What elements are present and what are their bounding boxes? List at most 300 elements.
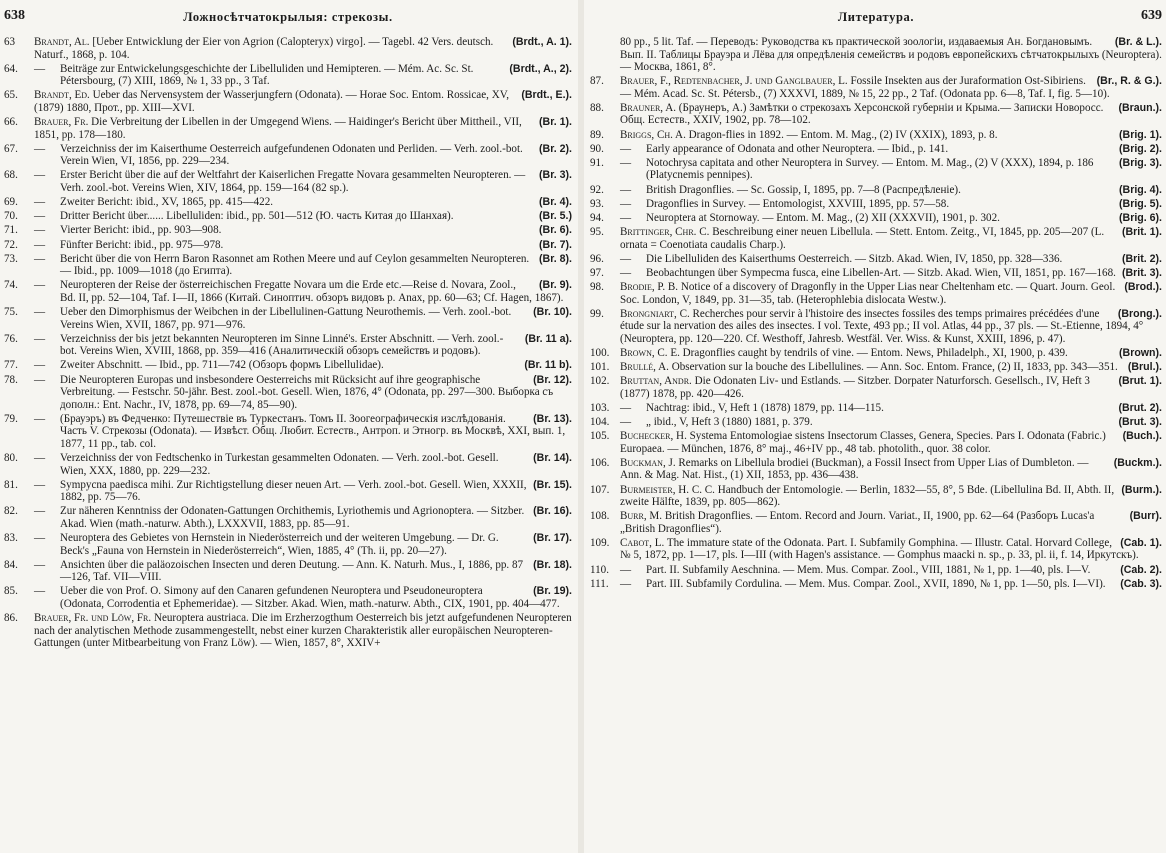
entry-text: Beschreibung einer neuen Libellula. — Stett. Entom. Zeitg., VI, 1845, pp. 205—207 (L. ornata = Coenotiata caudalis Charp.). <box>620 226 1105 251</box>
entry-number: 89. <box>590 128 604 141</box>
entry-text: Remarks on Libellula brodiei (Buckman), a Fossil Insect from Upper Lias of Dumbleton. — Ann. & Mag. Nat. Hist., (1) XII, 1853, pp. 436—438. <box>620 456 1089 482</box>
entry-text: Verzeichniss der von Fedtschenko in Turkestan gesammelten Odonaten. — Verh. zool.-bot. Gesell. Wien, XXX, 1880, pp. 229—232. <box>60 452 499 477</box>
abbreviation-code: (Br. 5.) <box>539 210 572 223</box>
abbreviation-code: (Brut. 3). <box>1118 416 1162 428</box>
entry-author: Brauner, A. <box>620 101 677 114</box>
bibliography-entry <box>590 416 1162 429</box>
entry-text: Beobachtungen über Sympecma fusca, eine Libellen-Art. — Sitzb. Akad. Wien, VII, 1851, pp. 167—168. <box>646 266 1116 279</box>
entry-number: 108. <box>590 510 610 523</box>
abbreviation-code: (Br. 9). <box>539 279 572 292</box>
entry-body <box>620 430 1162 455</box>
entry-body <box>620 510 1162 535</box>
abbreviation-code: (Brod.). <box>1124 280 1162 293</box>
abbreviation-code: (Br. 11 b). <box>524 359 572 372</box>
abbreviation-code: (Br. 11 a). <box>524 332 572 345</box>
abbreviation-code: (Br. 12). <box>533 373 572 386</box>
entry-body <box>620 198 1162 211</box>
entry-body <box>34 374 572 412</box>
entry-number: 97. <box>590 266 604 279</box>
entry-text: Notochrysa capitata and other Neuroptera in Survey. — Entom. M. Mag., (2) V (XXX), 1894, p. 186 (Platycnemis pennipes). <box>646 156 1094 182</box>
entry-body <box>34 224 572 237</box>
entry-body <box>620 307 1162 345</box>
entry-text: British Dragonflies. — Entom. Record and Journ. Variat., II, 1900, pp. 62—64 (Разборъ Lucas'a „British Dragonflies“). <box>620 510 1095 535</box>
abbreviation-code: (Br. 16). <box>533 505 572 518</box>
entry-number: 80. <box>4 452 18 465</box>
entry-author: Brongniart, C. <box>620 307 690 320</box>
entry-body <box>34 210 572 223</box>
entry-number: 82. <box>4 505 18 518</box>
entry-body <box>34 89 572 114</box>
entry-author: Burmeister, H. C. C. <box>620 483 715 496</box>
entry-text: Notice of a discovery of Dragonfly in the Upper Lias near Cheltenham etc. — Quart. Journ. Geol. Soc. London, V, 1849, pp. 31—35, tab. (Heterophlebia dislocata Westw.). <box>620 280 1116 306</box>
entry-number: 109. <box>590 536 610 549</box>
ditto-dash: — <box>620 416 632 428</box>
entry-number: 95. <box>590 226 604 238</box>
entry-author: Buchecker, H. <box>620 430 687 443</box>
entry-number: 99. <box>590 307 604 320</box>
abbreviation-code: (Brit. 2). <box>1121 252 1162 265</box>
entry-text: British Dragonflies. — Sc. Gossip, I, 1895, pp. 7—8 (Распредѣленіе). <box>646 183 961 196</box>
entry-text: Ueber den Dimorphismus der Weibchen in der Libellulinen-Gattung Neurothemis. — Verh. zool.-bot. Vereins Wien, XVII, 1867, pp. 971—976. <box>60 306 512 331</box>
ditto-dash: — <box>34 306 46 319</box>
ditto-dash: — <box>34 196 46 209</box>
entry-number: 88. <box>590 101 604 114</box>
right-page <box>590 4 1162 850</box>
bibliography-entry <box>4 239 572 252</box>
abbreviation-code: (Br. 17). <box>533 532 572 545</box>
entry-text: Die Verbreitung der Libellen in der Umgegend Wiens. — Haidinger's Bericht über Mittheil., VII, 1851, pp. 178—180. <box>34 116 522 141</box>
bibliography-entry <box>4 116 572 141</box>
entry-body <box>34 196 572 209</box>
abbreviation-code: (Br. 7). <box>539 238 572 251</box>
entry-number: 106. <box>590 456 610 469</box>
entry-body <box>620 402 1162 415</box>
abbreviation-code: (Cab. 2). <box>1120 563 1162 576</box>
entry-body <box>34 169 572 194</box>
entry-number: 66. <box>4 116 18 129</box>
abbreviation-code: (Br. 1). <box>539 116 572 129</box>
bibliography-entry <box>4 36 572 61</box>
entry-body <box>620 578 1162 591</box>
abbreviation-code: (Burr). <box>1129 510 1162 523</box>
entry-author: Brittinger, Chr. C. <box>620 226 710 238</box>
entry-author: Cabot, L. <box>620 536 665 549</box>
entry-body <box>620 157 1162 182</box>
bibliography-entry <box>590 430 1162 455</box>
entry-body <box>34 306 572 331</box>
entry-text: The immature state of the Odonata. Part. I. Subfamily Gomphina. — Illustr. Catal. Horvard College, № 5, 1872, pp. 1—17, pls. I—III (with Hagen's assistance. — Gomphus maacki n. sp., p. 33, pl. ii, f. 14, Иркутскъ). <box>620 536 1139 562</box>
entry-body <box>34 585 572 610</box>
abbreviation-code: (Br. 13). <box>533 412 572 425</box>
entry-number: 86. <box>4 612 18 625</box>
abbreviation-code: (Br. 3). <box>539 169 572 182</box>
bibliography-entry <box>590 129 1162 142</box>
bibliography-entry <box>590 281 1162 306</box>
entry-number: 63 <box>4 36 16 48</box>
bibliography-entry <box>4 532 572 557</box>
bibliography-entry <box>4 413 572 451</box>
entry-text: Neuroptera at Stornoway. — Entom. M. Mag., (2) XII (XXXVII), 1901, p. 302. <box>646 211 1000 224</box>
entry-author: Brauer, Fr. und Löw, Fr. <box>34 612 152 625</box>
entry-number: 105. <box>590 430 610 443</box>
entry-body <box>34 63 572 88</box>
entry-number: 104. <box>590 416 610 428</box>
abbreviation-code: (Brig. 5). <box>1119 197 1162 210</box>
ditto-dash: — <box>620 563 632 576</box>
entry-body <box>620 253 1162 266</box>
abbreviation-code: (Br. 2). <box>539 142 572 155</box>
entry-text: Zweiter Bericht: ibid., XV, 1865, pp. 415—422. <box>60 196 274 209</box>
entry-body <box>620 36 1162 73</box>
entry-text: Nachtrag: ibid., V, Heft 1 (1878) 1879, pp. 114—115. <box>646 401 884 414</box>
entry-body <box>34 239 572 252</box>
entry-number: 110. <box>590 563 610 576</box>
abbreviation-code: (Cab. 3). <box>1120 577 1162 590</box>
entry-body <box>34 36 572 61</box>
entry-text: Fossile Insekten aus der Juraformation Ost-Sibiriens. — Mém. Acad. Sc. St. Pétersb., (7) XXXVI, 1889, № 15, 22 pp., 2 Taf. (Odonata pp. 6—8, Taf. I, fig. 5—10). <box>620 75 1110 100</box>
entry-text: Part. III. Subfamily Cordulina. — Mem. Mus. Compar. Zool., XVII, 1890, № 1, pp. 1—50, pls. I—VI). <box>646 577 1106 590</box>
abbreviation-code: (Br. 6). <box>539 224 572 237</box>
ditto-dash: — <box>620 183 632 196</box>
entry-text: Verzeichniss der im Kaiserthume Oesterreich aufgefundenen Odonaten und Perliden. — Verh. zool.-bot. Verein Wien, VI, 1856, pp. 229—234. <box>60 142 523 168</box>
entry-number: 79. <box>4 412 18 425</box>
entry-number: 64. <box>4 62 18 75</box>
entry-body <box>34 505 572 530</box>
entry-number: 75. <box>4 306 18 319</box>
entry-text: Dragonflies in Survey. — Entomologist, XXVIII, 1895, pp. 57—58. <box>646 197 950 210</box>
entry-author: Brauer, Fr. <box>34 116 89 129</box>
ditto-dash: — <box>34 412 46 425</box>
abbreviation-code: (Buch.). <box>1122 430 1162 443</box>
entry-author: Bruttan, Andr. <box>620 375 692 388</box>
ditto-dash: — <box>34 505 46 518</box>
entry-text: „ ibid., V, Heft 3 (1880) 1881, p. 379. <box>646 416 813 428</box>
ditto-dash: — <box>34 210 46 223</box>
bibliography-entry <box>590 226 1162 251</box>
entry-number: 85. <box>4 585 18 598</box>
entry-text: Die Neuropteren Europas und insbesondere Oesterreichs mit Rücksicht auf ihre geographische Verbreitung. — Festschr. 50-jähr. Best. zool.-bot. Gesell. Wien, 1876, 4° (Odonata, pp. 297—300. Выборка съ дополн.: Ent. Nachr., IV, 1878, pp. 69—74, 85—90). <box>60 373 554 411</box>
abbreviation-code: (Brown). <box>1119 346 1162 359</box>
bibliography-entry <box>590 253 1162 266</box>
abbreviation-code: (Brig. 3). <box>1119 156 1162 169</box>
entry-body <box>34 413 572 451</box>
entry-body <box>620 361 1162 374</box>
entry-text: Zweiter Abschnitt. — Ibid., pp. 711—742 (Обзоръ формъ Libellulidae). <box>60 359 384 372</box>
entry-number: 68. <box>4 169 18 182</box>
bibliography-entry <box>4 306 572 331</box>
entry-text: Neuroptera austriaca. Die im Erzherzogthum Oesterreich bis jetzt aufgefundenen Neuropteren nach der analytischen Methode zusammengestellt, nebst einer kurzen Charakteristik aller europäischen Neuropteren-Gattungen (unter Mitbearbeitung von Franz Löw). — Wien, 1857, 8°, XXIV+ <box>34 612 572 650</box>
abbreviation-code: (Br. 4). <box>539 196 572 209</box>
entry-number: 107. <box>590 483 610 496</box>
entry-text: 80 pp., 5 lit. Taf. — Переводъ: Руководства къ практической зоологіи, издаваемыя Ан. Богдановымъ. Вып. II. Таблицы Брауэра и Лёва для опредѣленія семействъ и родовъ европейскихъ сѣтчатокрылыхъ (Neuroptera). — Москва, 1861, 8°. <box>620 36 1162 74</box>
entry-author: Briggs, Ch. A. <box>620 128 686 141</box>
bibliography-entry <box>590 75 1162 100</box>
bibliography-entry <box>590 184 1162 197</box>
bibliography-entry <box>590 578 1162 591</box>
entry-number: 70. <box>4 210 18 223</box>
entry-number: 90. <box>590 142 604 155</box>
ditto-dash: — <box>34 224 46 237</box>
bibliography-entry <box>4 374 572 412</box>
entry-body <box>620 143 1162 156</box>
entry-body <box>620 564 1162 577</box>
ditto-dash: — <box>620 577 632 590</box>
ditto-dash: — <box>620 142 632 155</box>
entry-number: 69. <box>4 196 18 209</box>
entry-body <box>34 532 572 557</box>
entry-body <box>620 536 1162 562</box>
ditto-dash: — <box>34 585 46 598</box>
ditto-dash: — <box>34 478 46 491</box>
entry-text: Observation sur la bouche des Libellulines. — Ann. Soc. Entom. France, (2) II, 1833, pp. 343—351. <box>671 361 1118 374</box>
entry-body <box>34 116 572 141</box>
entry-text: [Ueber Entwicklung der Eier von Agrion (Calopteryx) virgo]. — Tagebl. 42 Vers. deutsch. Naturf., 1868, p. 104. <box>34 36 494 61</box>
abbreviation-code: (Brul.). <box>1127 361 1162 374</box>
abbreviation-code: (Br. 15). <box>533 478 572 491</box>
abbreviation-code: (Br. & L.). <box>1114 36 1162 48</box>
abbreviation-code: (Br. 8). <box>539 252 572 265</box>
abbreviation-code: (Brong.). <box>1117 307 1162 320</box>
bibliography-entry <box>4 505 572 530</box>
entry-body <box>620 346 1162 359</box>
entry-text: Verzeichniss der bis jetzt bekannten Neuropteren im Sinne Linné's. Erster Abschnitt. — Verh. zool.-bot. Vereins Wien, XVIII, 1868, pp. 359—416 (Аналитическій обзоръ семействъ и родовъ). <box>60 332 504 358</box>
entry-number: 94. <box>590 211 604 224</box>
ditto-dash: — <box>620 197 632 210</box>
bibliography-entry <box>4 224 572 237</box>
abbreviation-code: (Burm.). <box>1121 483 1162 496</box>
bibliography-entry <box>590 510 1162 535</box>
entry-body <box>34 359 572 372</box>
entry-body <box>620 267 1162 280</box>
entry-text: Beiträge zur Entwickelungsgeschichte der Libelluliden und Hemipteren. — Mém. Ac. Sc. St. Pétersbourg, (7) XIII, 1869, № 1, 33 pp., 3 Taf. <box>60 62 474 88</box>
ditto-dash: — <box>34 62 46 75</box>
running-title: Литература. <box>837 10 915 24</box>
ditto-dash: — <box>620 252 632 265</box>
entry-number: 84. <box>4 558 18 571</box>
entry-number: 77. <box>4 359 18 372</box>
left-page <box>4 4 572 850</box>
entry-body <box>620 226 1162 251</box>
entry-text: (Брауэръ) въ Федченко: Путешествіе въ Туркестанъ. Томъ II. Зоогеографическія изслѣдованія. Часть V. Стрекозы (Odonata). — Извѣст. Общ. Любит. Естеств., Антроп. и Этногр. въ Москвѣ, XXI, вып. 1, 1877, 11 pp., tab. col. <box>60 412 566 450</box>
abbreviation-code: (Brdt., A. 1). <box>512 36 572 48</box>
bibliography-entry <box>4 359 572 372</box>
entry-text: Recherches pour servir à l'histoire des insectes fossiles des temps primaires précédées d'une étude sur la nervation des ailes des insectes. I vol. Texte, 493 pp.; II vol. Atlas, 44 pp., 37 pls. — St.-Etienne, 1894, 4° (Neuroptera, pp. 120—220. Cf. Westhoff, Jahresb. Westfäl. Ver. Wiss. & Kunst, XXIII, 1896, p. 47). <box>620 307 1144 345</box>
entry-text: Die Odonaten Liv- und Estlands. — Sitzber. Dorpater Naturforsch. Gesellsch., IV, Heft 3 (1877) 1878, pp. 420—426. <box>620 375 1090 400</box>
bibliography-entry <box>590 537 1162 562</box>
entry-number: 81. <box>4 478 18 491</box>
entry-body <box>620 184 1162 197</box>
bibliography-entry <box>4 63 572 88</box>
abbreviation-code: (Brig. 2). <box>1119 142 1162 155</box>
entry-text: Dragon-flies in 1892. — Entom. M. Mag., (2) IV (XXIX), 1893, p. 8. <box>688 128 998 141</box>
entry-number: 96. <box>590 252 604 265</box>
bibliography-entry <box>4 452 572 477</box>
entry-text: Bericht über die von Herrn Baron Rasonnet am Rothen Meere und auf Ceylon gesammelten Neuropteren. — Ibid., pp. 1009—1018 (до Египта). <box>60 252 530 278</box>
bibliography-entry <box>4 612 572 650</box>
entry-number: 67. <box>4 142 18 155</box>
ditto-dash: — <box>34 332 46 345</box>
entry-text: Ueber das Nervensystem der Wasserjungfern (Odonata). — Horae Soc. Entom. Rossicae, XV, (1879) 1880, Прот., pp. XIII—XVI. <box>34 89 510 114</box>
ditto-dash: — <box>34 373 46 386</box>
ditto-dash: — <box>620 266 632 279</box>
entry-body <box>620 280 1162 306</box>
entry-text: Ueber die von Prof. O. Simony auf den Canaren gefundenen Neuroptera und Pseudoneuroptera (Odonata, Corrodentia et Ephemeridae). — Sitzber. Akad. Wien, math.-naturw. Abth., CIX, 1901, pp. 404—477. <box>60 585 560 611</box>
entry-number: 78. <box>4 373 18 386</box>
entry-body <box>34 479 572 504</box>
entry-number: 100. <box>590 346 610 359</box>
entry-text: Neuroptera des Gebietes von Hernstein in Niederösterreich und der weiteren Umgebung. — Dr. G. Beck's „Fauna von Hernstein in Niederösterreich“, Wien, 1885, 4° (Th. ii, pp. 20—27). <box>60 532 499 557</box>
entry-number: 101. <box>590 361 610 374</box>
ditto-dash: — <box>34 238 46 251</box>
entry-number: 102. <box>590 375 610 388</box>
entry-body <box>620 416 1162 429</box>
ditto-dash: — <box>34 558 46 571</box>
entry-author: Buckman, J. <box>620 456 676 469</box>
entry-number: 73. <box>4 252 18 265</box>
ditto-dash: — <box>34 169 46 182</box>
entry-text: Systema Entomologiae sistens Insectorum Classes, Genera, Species. Pars I. Odonata (Fabric.) Europaea. — München, 1876, 8° maj., 46+IV pp., 48 tab. photolith., quor. 38 color. <box>620 430 1106 455</box>
ditto-dash: — <box>620 156 632 169</box>
entry-text: Vierter Bericht: ibid., pp. 903—908. <box>60 224 222 237</box>
bibliography-entry <box>590 36 1162 74</box>
abbreviation-code: (Brut. 2). <box>1118 401 1162 414</box>
entry-author: Burr, M. <box>620 510 663 523</box>
abbreviation-code: (Br. 14). <box>533 452 572 465</box>
bibliography-entry <box>590 347 1162 360</box>
bibliography-entry <box>4 559 572 584</box>
entry-body <box>620 101 1162 127</box>
abbreviation-code: (Brig. 4). <box>1119 183 1162 196</box>
entry-text: Die Libelluliden des Kaiserthums Oesterreich. — Sitzb. Akad. Wien, IV, 1850, pp. 328—336. <box>646 252 1063 265</box>
bibliography-entry <box>4 196 572 209</box>
entry-author: Brandt, Ed. <box>34 89 90 102</box>
bibliography-entry <box>4 479 572 504</box>
running-title: Ложносѣтчатокрылыя: стрекозы. <box>183 10 393 24</box>
bibliography-entry <box>590 308 1162 346</box>
ditto-dash: — <box>620 211 632 224</box>
abbreviation-code: (Cab. 1). <box>1120 536 1162 549</box>
page-number: 638 <box>4 8 25 23</box>
page-number: 639 <box>1141 8 1162 23</box>
entry-author: Brauer, F., Redtenbacher, J. und Ganglbauer, L. <box>620 75 848 88</box>
bibliography-entry <box>590 457 1162 482</box>
entry-author: Brodie, P. B. <box>620 280 679 293</box>
entry-number: 71. <box>4 224 18 237</box>
bibliography-list <box>4 36 572 650</box>
abbreviation-code: (Brig. 1). <box>1119 128 1162 141</box>
abbreviation-code: (Br., R. & G.). <box>1096 75 1162 88</box>
bibliography-entry <box>590 157 1162 182</box>
right-page-header <box>590 4 1162 36</box>
ditto-dash: — <box>34 252 46 265</box>
entry-number: 98. <box>590 280 604 293</box>
entry-text: (Браунеръ, А.) Замѣтки о стрекозахъ Херсонской губерніи и Крыма.— Записки Новоросс. Общ. Естеств., XXIV, 1902, pp. 78—102. <box>620 101 1104 127</box>
abbreviation-code: (Brit. 3). <box>1121 266 1162 279</box>
abbreviation-code: (Br. 10). <box>533 306 572 319</box>
bibliography-entry <box>4 279 572 304</box>
bibliography-entry <box>590 484 1162 509</box>
abbreviation-code: (Brdt., E.). <box>521 89 572 102</box>
bibliography-entry <box>590 143 1162 156</box>
entry-number: 76. <box>4 332 18 345</box>
entry-body <box>620 75 1162 100</box>
bibliography-entry <box>4 210 572 223</box>
bibliography-entry <box>590 212 1162 225</box>
bibliography-entry <box>4 333 572 358</box>
entry-text: Fünfter Bericht: ibid., pp. 975—978. <box>60 238 224 251</box>
entry-number: 91. <box>590 156 604 169</box>
entry-body <box>620 456 1162 482</box>
entry-body <box>34 279 572 304</box>
entry-body <box>620 375 1162 400</box>
abbreviation-code: (Br. 18). <box>533 558 572 571</box>
abbreviation-code: (Braun.). <box>1118 101 1162 114</box>
entry-author: Brown, C. E. <box>620 346 680 359</box>
entry-number: 74. <box>4 279 18 292</box>
entry-text: Dragonflies caught by tendrils of vine. — Entom. News, Philadelph., XI, 1900, p. 439. <box>682 346 1068 359</box>
abbreviation-code: (Br. 19). <box>533 585 572 598</box>
bibliography-entry <box>590 564 1162 577</box>
ditto-dash: — <box>620 401 632 414</box>
bibliography-entry <box>590 375 1162 400</box>
bibliography-entry <box>590 402 1162 415</box>
bibliography-entry <box>4 253 572 278</box>
entry-text: Sympycna paedisca mihi. Zur Richtigstellung dieser neuen Art. — Verh. zool.-bot. Gesell. Wien, XXXII, 1882, pp. 75—76. <box>60 478 527 504</box>
entry-number: 93. <box>590 197 604 210</box>
entry-text: Ansichten über die paläozoischen Insecten und deren Deutung. — Ann. K. Naturh. Mus., I, 1886, pp. 87—126, Taf. VII—VIII. <box>60 558 524 584</box>
entry-number: 72. <box>4 238 18 251</box>
abbreviation-code: (Brut. 1). <box>1118 375 1162 388</box>
bibliography-entry <box>4 169 572 194</box>
entry-number: 103. <box>590 401 610 414</box>
entry-number: 83. <box>4 532 18 545</box>
ditto-dash: — <box>34 142 46 155</box>
entry-body <box>34 253 572 278</box>
entry-number: 92. <box>590 183 604 196</box>
bibliography-entry <box>590 198 1162 211</box>
entry-body <box>34 333 572 358</box>
entry-text: Early appearance of Odonata and other Neuroptera. — Ibid., p. 141. <box>646 142 949 155</box>
abbreviation-code: (Buckm.). <box>1113 456 1162 469</box>
entry-text: Erster Bericht über die auf der Weltfahrt der Kaiserlichen Fregatte Novara gesammelten Neuropteren. — Verh. zool.-bot. Vereins Wien, XIV, 1864, pp. 159—164 (82 sp.). <box>60 169 526 194</box>
entry-author: Brandt, Al. <box>34 36 90 48</box>
left-page-header <box>4 4 572 36</box>
entry-body <box>34 612 572 649</box>
bibliography-entry <box>4 143 572 168</box>
abbreviation-code: (Brdt., A., 2). <box>509 62 572 75</box>
bibliography-list <box>590 36 1162 590</box>
entry-body <box>34 559 572 584</box>
entry-text: Handbuch der Entomologie. — Berlin, 1832—55, 8°, 5 Bde. (Libellulina Bd. II, Abth. II, zweite Hälfte, 1839, pp. 805—862). <box>620 483 1115 509</box>
ditto-dash: — <box>34 452 46 465</box>
entry-number: 111. <box>590 577 609 590</box>
bibliography-entry <box>590 102 1162 127</box>
entry-body <box>34 452 572 477</box>
abbreviation-code: (Brit. 1). <box>1121 226 1162 238</box>
entry-text: Dritter Bericht über...... Libelluliden: ibid., pp. 501—512 (Ю. часть Китая до Шанхая). <box>60 210 454 223</box>
bibliography-entry <box>4 585 572 610</box>
bibliography-entry <box>4 89 572 114</box>
entry-body <box>620 212 1162 225</box>
entry-number: 65. <box>4 89 18 102</box>
entry-number: 87. <box>590 75 604 88</box>
entry-text: Neuropteren der Reise der österreichischen Fregatte Novara um die Erde etc.—Reise d. Novara, Zool., Bd. II, pp. 52—104, Taf. I—II, 1866 (Китай. Синоптич. обзоръ видовъ р. Anax, pp. 60—63; Cf. Hagen, 1867). <box>60 279 564 304</box>
entry-body <box>620 483 1162 509</box>
abbreviation-code: (Brig. 6). <box>1119 211 1162 224</box>
page-gutter <box>578 0 584 853</box>
bibliography-entry <box>590 267 1162 280</box>
entry-body <box>620 128 1162 141</box>
